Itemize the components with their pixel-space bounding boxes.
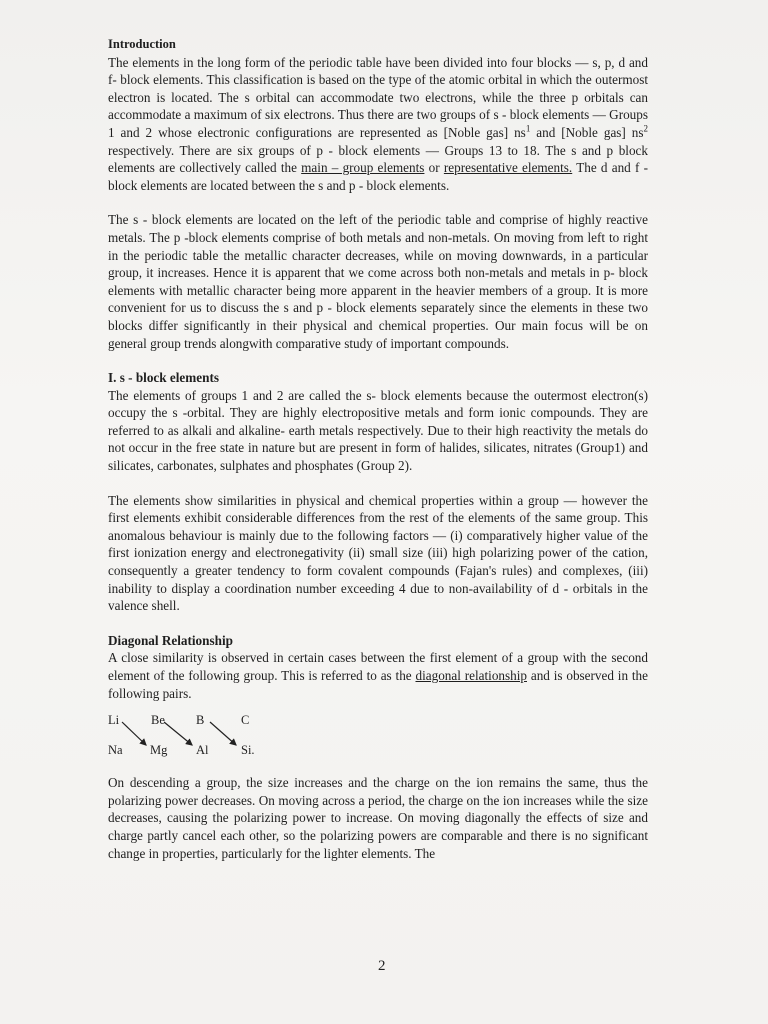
element-be: Be <box>151 713 165 728</box>
page-content <box>108 36 648 862</box>
arrow-b-si <box>210 722 236 745</box>
arrow-li-mg <box>122 722 146 745</box>
element-c: C <box>241 713 250 728</box>
diagonal-paragraph-2: On descending a group, the size increases and the charge on the ion remains the same, thus the polarizing power decreases. On moving across a period, the charge on the ion increases while the size decreases, causing the polarizing power to increase. On moving diagonally the effects of size and charge partly cancel each other, so the polarizing powers are comparable and there is no significant change in properties, particularly for the lighter elements. The <box>108 775 648 861</box>
underlined-term: representative elements. <box>443 160 573 176</box>
element-b: B <box>196 713 205 728</box>
s-block-paragraph-1: The elements of groups 1 and 2 are called the s- block elements because the outermost electron(s) occupy the s -orbital. They are highly electropositive metals and form ionic compounds. They are referred to as alkali and alkaline- earth metals respectively. Due to their high reactivity the metals do not occur in the free state in nature but are present in form of halides, silicates, nitrates (Group1) and silicates, carbonates, sulphates and phosphates (Group 2). <box>108 387 648 474</box>
text-run: and is observed in the following pairs. <box>108 668 649 701</box>
underlined-term: diagonal relationship <box>415 668 527 683</box>
text-run: or <box>424 160 444 176</box>
text-run: respectively. There are six groups of p - block elements — Groups 13 to 18. The s and p block elements are collectively called the <box>108 142 648 176</box>
text-run: and [Noble gas] ns <box>530 124 644 140</box>
superscript: 2 <box>643 123 649 134</box>
text-run: The d and f - block elements are located between the s and p - block elements. <box>108 160 648 193</box>
s-block-paragraph-2: The elements show similarities in physical and chemical properties within a group — however the first elements exhibit considerable differences from the rest of the elements of the same group. This anomalous behaviour is mainly due to the following factors — (i) comparatively higher value of the first ionization energy and electronegativity (ii) small size (iii) high polarizing power of the cation, consequently a greater tendency to form covalent compounds (Fajan's rules) and complexes, (iii) inability to display a coordination number exceeding 4 due to non-availability of d - orbitals in the valence shell. <box>108 492 648 614</box>
element-na: Na <box>108 743 123 758</box>
underlined-term: main – group elements <box>301 160 425 176</box>
text-run: A close similarity is observed in certain cases between the first element of a group with the second element of the following group. This is referred to as the <box>108 650 648 683</box>
page-number: 2 <box>378 958 386 974</box>
element-mg: Mg <box>150 743 168 758</box>
arrow-be-al <box>164 722 192 745</box>
element-al: Al <box>196 743 209 758</box>
intro-paragraph-1 <box>108 54 648 195</box>
s-block-heading: I. s - block elements <box>108 370 219 386</box>
diagonal-heading: Diagonal Relationship <box>108 632 233 648</box>
element-si: Si. <box>241 743 255 758</box>
diagonal-paragraph-1 <box>108 649 648 702</box>
text-run: The elements in the long form of the periodic table have been divided into four blocks — s, p, d and f- block elements. This classification is based on the type of the atomic orbital in which the outermost electron is located. The s orbital can accommodate two electrons, while the three p orbitals can accommodate a maximum of six electrons. Thus there are two groups of s - block elements — Groups 1 and 2 whose electronic configurations are represented as [Noble gas] ns <box>108 54 648 140</box>
element-li: Li <box>108 713 120 728</box>
intro-paragraph-2: The s - block elements are located on the left of the periodic table and comprise of highly reactive metals. The p -block elements comprise of both metals and non-metals. On moving from left to right in the periodic table the metallic character decreases, while on moving downwards, in a particular group, it increases. Hence it is apparent that we come across both non-metals and metals in p- block elements with metallic character being more apparent in the heavier members of a group. It is more convenient for us to discuss the s and p - block elements separately since the elements in these two blocks differ significantly in their physical and chemical properties. Our main focus will be on general group trends alongwith comparative study of important compounds. <box>108 212 648 351</box>
superscript: 1 <box>525 123 531 134</box>
diagonal-relationship-diagram <box>108 712 308 760</box>
intro-heading: Introduction <box>108 37 176 51</box>
